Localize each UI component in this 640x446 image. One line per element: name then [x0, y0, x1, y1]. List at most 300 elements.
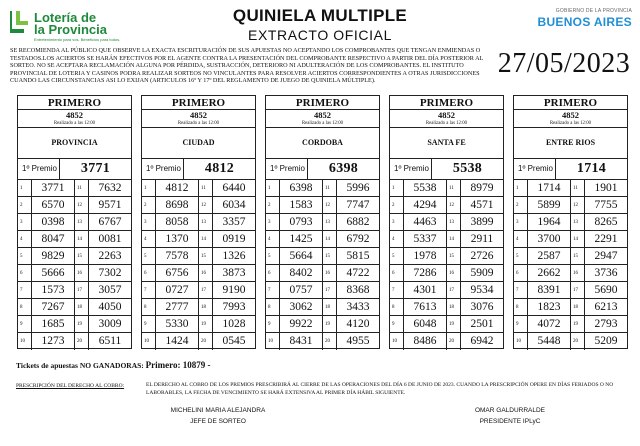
result-position: 16: [571, 265, 585, 281]
result-row: [323, 316, 379, 333]
page-subtitle: EXTRACTO OFICIAL: [248, 27, 392, 43]
result-position: 12: [323, 197, 337, 213]
result-row: [199, 197, 255, 214]
result-number: 3700: [537, 233, 561, 245]
result-row: [514, 231, 570, 248]
result-row: [266, 299, 322, 316]
result-row: [75, 197, 131, 214]
result-number: 2662: [537, 267, 561, 279]
result-number: 9829: [41, 250, 65, 262]
result-position: 8: [142, 299, 156, 315]
first-prize-value: 5538: [452, 161, 483, 176]
first-prize-label: 1º Premio: [18, 159, 60, 179]
panel-cordoba: [265, 95, 380, 349]
result-position: 10: [266, 333, 280, 350]
result-position: 20: [447, 333, 461, 350]
result-number: 6398: [289, 182, 313, 194]
signature-name: MICHELINI MARIA ALEJANDRA: [170, 407, 266, 414]
result-number: 4120: [346, 318, 370, 330]
result-position: 14: [571, 231, 585, 247]
result-number: 6511: [98, 335, 122, 347]
result-number: 5209: [594, 335, 618, 347]
notice-text: SE RECOMIENDA AL PÚBLICO QUE OBSERVE LA EXACTA ESCRITURACIÓN DE SUS APUESTAS NO ACEPTANDO LOS COMPROBANTES QUE TENGAN ENMIENDAS O TESTADOS.LOS ACIERTOS SE HARÁN EFECTIVOS POR EL AGENTE CONTRA LA PRESENTACIÓN DEL COMPROBANTE RESPECTIVO A PARTIR DEL DÍA POSTERIOR AL SORTEO. NO SE ACEPTARA RECLAMACIÓN ALGUNA POR PÉRDIDA, SUSTRACCIÓN, DETERIORO NI ADULTERACIÓN DE LOS COMPROBANTES. EL INSTITUTO PROVINCIAL DE LOTERIA Y CASINOS PODRA REALIZAR SORTEOS NO VINCULANTES PARA RESOLVER ACIERTOS CORRESPONDIENTES A OTRAS JURISDICCIONES CUANDO LAS CIRCUNSTANCIAS ASI LO EXIJAN (ARTICULOS 16º Y 17º DEL REGLAMENTO DE JUEGO DE QUINIELA MÚLTIPLE).: [10, 47, 484, 85]
result-number: 8979: [470, 182, 494, 194]
draw-label: PRIMERO: [142, 96, 255, 110]
result-position: 9: [390, 316, 404, 332]
non-winning-label: Tickets de apuestas NO GANADORAS:: [16, 361, 144, 370]
result-row: [390, 231, 446, 248]
result-position: 7: [390, 282, 404, 298]
result-number: 6570: [41, 199, 65, 211]
result-number: 0398: [41, 216, 65, 228]
result-number: 1028: [222, 318, 246, 330]
result-position: 5: [266, 248, 280, 264]
draw-number: 4852: [190, 110, 207, 120]
result-position: 11: [75, 180, 89, 196]
result-row: [447, 316, 503, 333]
result-position: 1: [390, 180, 404, 196]
result-row: [514, 333, 570, 350]
result-number: 3076: [470, 301, 494, 313]
result-position: 4: [18, 231, 32, 247]
result-position: 11: [323, 180, 337, 196]
result-number: 9190: [222, 284, 246, 296]
draw-label: PRIMERO: [18, 96, 131, 110]
result-number: 7267: [41, 301, 65, 313]
result-position: 1: [514, 180, 528, 196]
result-position: 17: [323, 282, 337, 298]
draw-label: PRIMERO: [390, 96, 503, 110]
result-number: 3771: [41, 182, 65, 194]
result-position: 13: [323, 214, 337, 230]
result-position: 9: [18, 316, 32, 332]
prescription-text: EL DERECHO AL COBRO DE LOS PREMIOS PRESCRIBIRÁ AL CIERRE DE LAS OPERACIONES DEL DÍA 6 DE JUNIO DE 2023. CUANDO LA PRESCRIPCIÓN OPERE EN DÍAS FERIADOS O NO LABORABLES, LA FECHA DE VENCIMIENTO SE HARÁ EXTENSIVA AL PRIMER DÍA HÁBIL SIGUIENTE.: [146, 382, 614, 396]
result-number: 4571: [470, 199, 494, 211]
results-col-left: [390, 180, 446, 350]
result-row: [323, 299, 379, 316]
result-row: [199, 316, 255, 333]
result-position: 3: [390, 214, 404, 230]
result-position: 9: [142, 316, 156, 332]
result-number: 9922: [289, 318, 313, 330]
result-number: 3357: [222, 216, 246, 228]
result-row: [390, 214, 446, 231]
result-position: 14: [323, 231, 337, 247]
result-position: 3: [266, 214, 280, 230]
prescription-label: PRESCRIPCIÓN DEL DERECHO AL COBRO:: [16, 383, 125, 389]
first-prize-value: 4812: [204, 161, 235, 176]
result-position: 7: [18, 282, 32, 298]
signature-block-2: [440, 405, 580, 427]
result-number: 5538: [413, 182, 437, 194]
result-number: 3057: [98, 284, 122, 296]
draw-number: 4852: [314, 110, 331, 120]
result-number: 5330: [165, 318, 189, 330]
result-row: [75, 282, 131, 299]
result-row: [447, 299, 503, 316]
first-prize: [18, 158, 131, 180]
results-col-right: [446, 180, 503, 350]
result-row: [142, 231, 198, 248]
result-number: 8047: [41, 233, 65, 245]
non-winning-value: Primero: 10879 -: [145, 360, 211, 370]
result-position: 2: [390, 197, 404, 213]
draw-time: Realizado a las 12:00: [18, 120, 131, 128]
results-col-right: [198, 180, 255, 350]
draw-time: Realizado a las 12:00: [266, 120, 379, 128]
draw-time: Realizado a las 12:00: [514, 120, 627, 128]
result-number: 6756: [165, 267, 189, 279]
result-number: 8391: [537, 284, 561, 296]
result-row: [514, 197, 570, 214]
draw-label: PRIMERO: [266, 96, 379, 110]
result-row: [199, 265, 255, 282]
result-row: [266, 214, 322, 231]
result-number: 6942: [470, 335, 494, 347]
result-number: 4301: [413, 284, 437, 296]
result-position: 18: [75, 299, 89, 315]
result-row: [390, 282, 446, 299]
result-position: 18: [323, 299, 337, 315]
result-row: [571, 265, 627, 282]
result-number: 4812: [165, 182, 189, 194]
draw-label: PRIMERO: [514, 96, 627, 110]
result-number: 5666: [41, 267, 65, 279]
result-row: [447, 231, 503, 248]
signature-role: PRESIDENTE IPLyC: [479, 418, 541, 425]
result-position: 8: [266, 299, 280, 315]
result-position: 1: [266, 180, 280, 196]
result-row: [447, 248, 503, 265]
result-number: 8058: [165, 216, 189, 228]
result-number: 4050: [98, 301, 122, 313]
results-grid: [18, 180, 131, 350]
result-number: 5899: [537, 199, 561, 211]
result-number: 0081: [98, 233, 122, 245]
result-position: 3: [18, 214, 32, 230]
result-position: 14: [447, 231, 461, 247]
result-row: [75, 299, 131, 316]
result-position: 6: [142, 265, 156, 281]
result-row: [323, 180, 379, 197]
result-position: 11: [199, 180, 213, 196]
draw-number: 4852: [66, 110, 83, 120]
result-number: 6792: [346, 233, 370, 245]
result-row: [75, 214, 131, 231]
result-row: [323, 282, 379, 299]
results-col-left: [266, 180, 322, 350]
result-row: [18, 231, 74, 248]
result-position: 19: [323, 316, 337, 332]
result-number: 7578: [165, 250, 189, 262]
result-number: 5996: [346, 182, 370, 194]
result-number: 2793: [594, 318, 618, 330]
first-prize: [142, 158, 255, 180]
result-row: [571, 180, 627, 197]
result-row: [571, 282, 627, 299]
result-position: 18: [199, 299, 213, 315]
result-position: 6: [266, 265, 280, 281]
result-number: 1573: [41, 284, 65, 296]
result-position: 6: [390, 265, 404, 281]
first-prize-label: 1º Premio: [390, 159, 432, 179]
result-row: [75, 333, 131, 350]
gov-logo-small: GOBIERNO DE LA PROVINCIA: [555, 8, 632, 14]
result-row: [323, 231, 379, 248]
result-number: 9571: [98, 199, 122, 211]
result-position: 18: [571, 299, 585, 315]
result-number: 1583: [289, 199, 313, 211]
result-number: 0727: [165, 284, 189, 296]
result-number: 2263: [98, 250, 122, 262]
result-row: [323, 197, 379, 214]
result-position: 15: [323, 248, 337, 264]
result-position: 10: [142, 333, 156, 350]
result-number: 8265: [594, 216, 618, 228]
result-row: [390, 265, 446, 282]
result-row: [514, 282, 570, 299]
result-row: [18, 214, 74, 231]
result-number: 2501: [470, 318, 494, 330]
result-position: 2: [142, 197, 156, 213]
result-position: 19: [75, 316, 89, 332]
result-row: [390, 248, 446, 265]
result-number: 5690: [594, 284, 618, 296]
result-row: [323, 265, 379, 282]
result-position: 4: [266, 231, 280, 247]
result-number: 1978: [413, 250, 437, 262]
result-position: 6: [514, 265, 528, 281]
result-position: 17: [75, 282, 89, 298]
result-row: [199, 180, 255, 197]
result-row: [199, 333, 255, 350]
result-number: 1425: [289, 233, 313, 245]
result-position: 7: [266, 282, 280, 298]
gov-logo-big: BUENOS AIRES: [537, 15, 632, 29]
first-prize: [514, 158, 627, 180]
city-name: ENTRE RIOS: [545, 138, 596, 147]
result-number: 8402: [289, 267, 313, 279]
result-row: [18, 248, 74, 265]
result-position: 12: [75, 197, 89, 213]
result-number: 1714: [537, 182, 561, 194]
result-number: 2777: [165, 301, 189, 313]
result-number: 4463: [413, 216, 437, 228]
result-position: 2: [514, 197, 528, 213]
result-position: 16: [75, 265, 89, 281]
result-number: 1901: [594, 182, 618, 194]
first-prize-label: 1º Premio: [514, 159, 556, 179]
result-position: 8: [390, 299, 404, 315]
result-number: 7302: [98, 267, 122, 279]
result-position: 11: [447, 180, 461, 196]
result-row: [323, 333, 379, 350]
first-prize-label: 1º Premio: [266, 159, 308, 179]
result-row: [75, 231, 131, 248]
result-row: [75, 265, 131, 282]
result-row: [18, 282, 74, 299]
result-position: 15: [447, 248, 461, 264]
result-number: 6213: [594, 301, 618, 313]
panel-santa-fe: [389, 95, 504, 349]
result-row: [266, 231, 322, 248]
result-row: [447, 333, 503, 350]
result-number: 2587: [537, 250, 561, 262]
result-position: 16: [323, 265, 337, 281]
result-number: 3736: [594, 267, 618, 279]
result-row: [75, 248, 131, 265]
result-position: 17: [199, 282, 213, 298]
first-prize-value: 6398: [328, 161, 359, 176]
results-col-right: [322, 180, 379, 350]
result-row: [514, 180, 570, 197]
city-name: CORDOBA: [302, 138, 343, 147]
results-grid: [390, 180, 503, 350]
result-number: 3433: [346, 301, 370, 313]
result-position: 14: [199, 231, 213, 247]
result-number: 6048: [413, 318, 437, 330]
draw-number: 4852: [438, 110, 455, 120]
panel-provincia: [17, 95, 132, 349]
city-name: CIUDAD: [182, 138, 215, 147]
panel-entre-rios: [513, 95, 628, 349]
result-row: [390, 299, 446, 316]
result-position: 13: [75, 214, 89, 230]
result-row: [142, 265, 198, 282]
result-position: 5: [142, 248, 156, 264]
result-number: 2947: [594, 250, 618, 262]
result-row: [266, 316, 322, 333]
result-number: 2911: [470, 233, 494, 245]
result-position: 3: [142, 214, 156, 230]
result-number: 1370: [165, 233, 189, 245]
result-number: 6882: [346, 216, 370, 228]
result-position: 5: [514, 248, 528, 264]
result-row: [266, 333, 322, 350]
result-row: [447, 180, 503, 197]
result-position: 4: [142, 231, 156, 247]
result-position: 13: [199, 214, 213, 230]
result-row: [75, 180, 131, 197]
result-row: [142, 316, 198, 333]
result-row: [571, 316, 627, 333]
result-row: [514, 265, 570, 282]
result-row: [571, 197, 627, 214]
first-prize: [266, 158, 379, 180]
result-position: 19: [571, 316, 585, 332]
result-row: [142, 214, 198, 231]
result-row: [18, 265, 74, 282]
result-number: 8368: [346, 284, 370, 296]
result-row: [142, 299, 198, 316]
first-prize-label: 1º Premio: [142, 159, 184, 179]
logo-line-1: Lotería de: [34, 10, 97, 25]
result-number: 5815: [346, 250, 370, 262]
result-number: 8486: [413, 335, 437, 347]
city-name: SANTA FE: [427, 138, 466, 147]
result-position: 12: [447, 197, 461, 213]
result-number: 0545: [222, 335, 246, 347]
result-position: 20: [199, 333, 213, 350]
first-prize-value: 1714: [576, 161, 607, 176]
result-row: [390, 316, 446, 333]
result-number: 9534: [470, 284, 494, 296]
result-number: 1326: [222, 250, 246, 262]
result-position: 20: [75, 333, 89, 350]
signature-name: OMAR GALDURRALDE: [474, 407, 546, 414]
result-number: 6767: [98, 216, 122, 228]
result-number: 7613: [413, 301, 437, 313]
result-row: [18, 197, 74, 214]
result-number: 2726: [470, 250, 494, 262]
result-row: [266, 282, 322, 299]
result-number: 3062: [289, 301, 313, 313]
result-number: 0919: [222, 233, 246, 245]
first-prize-value: 3771: [80, 161, 111, 176]
non-winning-tickets: [16, 360, 210, 370]
first-prize: [390, 158, 503, 180]
result-row: [18, 299, 74, 316]
results-col-right: [570, 180, 627, 350]
result-row: [266, 265, 322, 282]
result-row: [142, 197, 198, 214]
result-position: 7: [514, 282, 528, 298]
results-col-left: [18, 180, 74, 350]
result-row: [571, 214, 627, 231]
draw-number: 4852: [562, 110, 579, 120]
result-position: 20: [571, 333, 585, 350]
result-position: 19: [199, 316, 213, 332]
result-row: [514, 316, 570, 333]
result-position: 2: [266, 197, 280, 213]
result-row: [323, 214, 379, 231]
result-number: 6440: [222, 182, 246, 194]
result-number: 1685: [41, 318, 65, 330]
result-number: 0793: [289, 216, 313, 228]
result-position: 19: [447, 316, 461, 332]
result-number: 4722: [346, 267, 370, 279]
result-row: [142, 282, 198, 299]
result-row: [571, 299, 627, 316]
result-row: [390, 180, 446, 197]
result-row: [571, 248, 627, 265]
panel-ciudad: [141, 95, 256, 349]
result-number: 5337: [413, 233, 437, 245]
result-row: [142, 180, 198, 197]
result-position: 8: [18, 299, 32, 315]
results-grid: [142, 180, 255, 350]
result-row: [266, 197, 322, 214]
result-row: [447, 282, 503, 299]
result-row: [18, 316, 74, 333]
result-position: 12: [199, 197, 213, 213]
result-row: [447, 265, 503, 282]
result-row: [75, 316, 131, 333]
result-number: 1964: [537, 216, 561, 228]
result-number: 8698: [165, 199, 189, 211]
results-grid: [514, 180, 627, 350]
result-row: [199, 299, 255, 316]
result-row: [571, 333, 627, 350]
result-row: [199, 282, 255, 299]
result-row: [266, 248, 322, 265]
draw-time: Realizado a las 12:00: [142, 120, 255, 128]
draw-date: 27/05/2023: [497, 48, 631, 79]
result-number: 4072: [537, 318, 561, 330]
result-position: 9: [514, 316, 528, 332]
result-row: [571, 231, 627, 248]
result-number: 1823: [537, 301, 561, 313]
